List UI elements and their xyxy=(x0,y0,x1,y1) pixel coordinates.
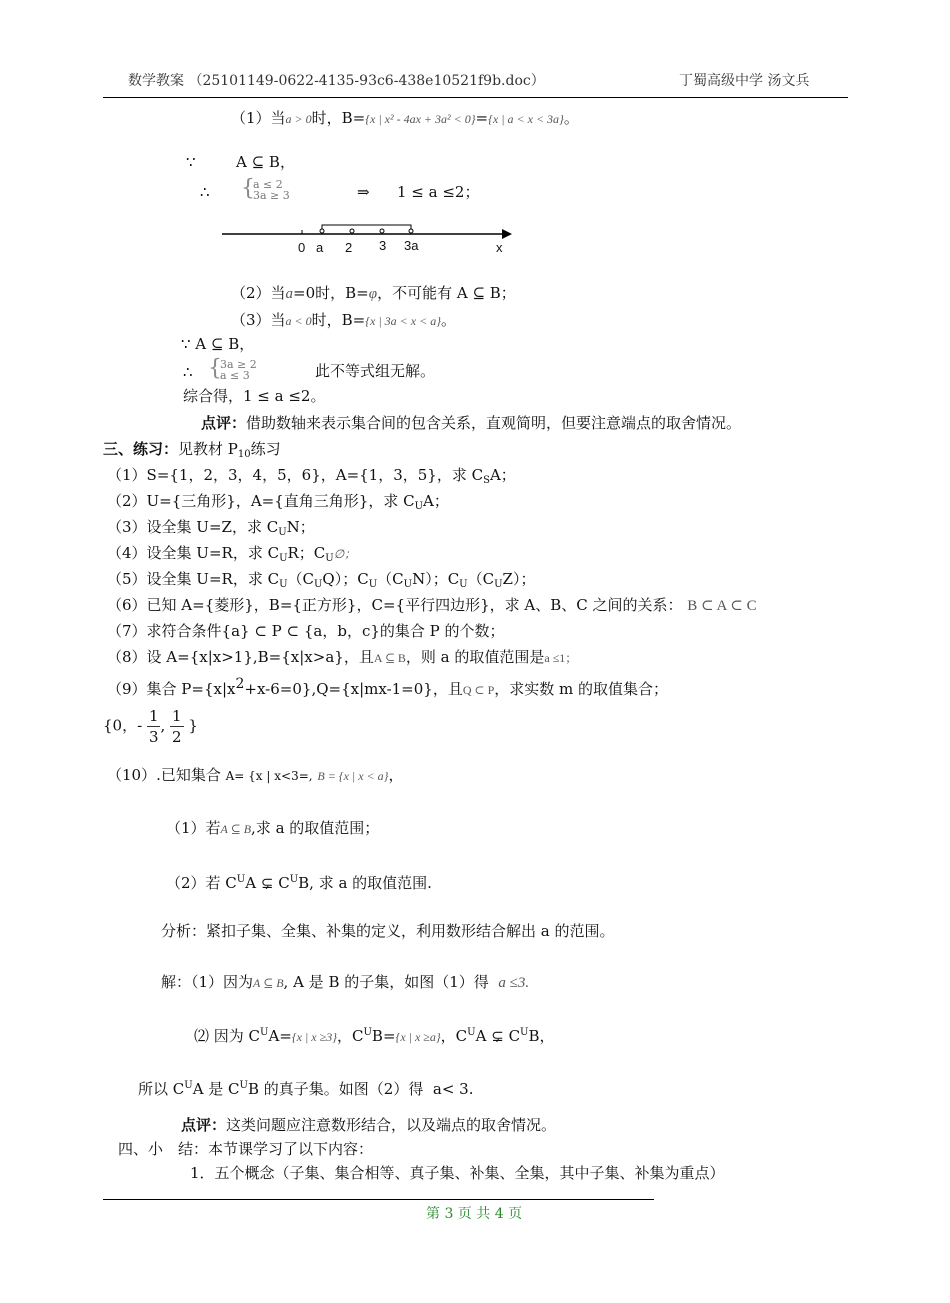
number-line-arrow xyxy=(502,229,512,239)
case1-line: （1）当a > 0时，B={x | x² - 4ax + 3a² < 0}={x | a < x < 3a}。 xyxy=(231,109,579,127)
exercise-item-2: （2）U={三角形}，A={直角三角形}，求 $C_UA$； xyxy=(107,492,449,512)
because-mark-1: ∵ xyxy=(186,153,196,171)
q10-part1: （1）若A ⊆ B,求 a 的取值范围； xyxy=(166,819,380,837)
exercise-item-5: （5）设全集 U=R，求 $C_U(C_UQ)$；$C_U(C_UN)$；$C_U(C_UZ)$； xyxy=(107,570,536,590)
q10-intro: （10）.已知集合 A= {x | x<3=, B = {x | x < a}， xyxy=(107,766,404,784)
footer-rule xyxy=(103,1199,654,1200)
nl-label-a: a xyxy=(316,240,324,255)
q10-part2: （2）若 $C^UA$ ⊊ $C^UB$, 求 a 的取值范围. xyxy=(166,874,432,892)
no-solution-text: 此不等式组无解。 xyxy=(315,362,436,380)
exercise-item-7: （7）求符合条件{a} ⊂ P ⊂ {a，b，c}的集合 P 的个数； xyxy=(107,622,505,640)
endpoint-3 xyxy=(380,229,384,233)
q10-conclusion: 所以 $C^UA$ 是 $C^UB$ 的真子集。如图（2）得 a< 3. xyxy=(138,1080,474,1098)
therefore-mark-2: ∴ xyxy=(183,363,193,381)
q10-analysis: 分析：紧扣子集、全集、补集的定义，利用数形结合解出 a 的范围。 xyxy=(161,922,615,940)
combined-result: 综合得，1 ≤ a ≤2。 xyxy=(183,387,326,405)
endpoint-3a xyxy=(409,229,413,233)
nl-label-x: x xyxy=(496,240,503,255)
exercise-item-3: （3）设全集 U=Z，求 $C_UN$； xyxy=(107,518,315,538)
header-title: 数学教案 （25101149-0622-4135-93c6-438e10521f9b.doc） xyxy=(128,73,545,89)
endpoint-2 xyxy=(350,229,354,233)
nl-label-0: 0 xyxy=(298,240,306,255)
nl-label-3a: 3a xyxy=(404,238,419,253)
result-1: 1 ≤ a ≤2； xyxy=(397,183,480,201)
comment-1: 点评：借助数轴来表示集合间的包含关系，直观简明，但要注意端点的取舍情况。 xyxy=(201,414,742,432)
exercise-title: 三、练习：见教材 $P_{10}$练习 xyxy=(103,440,281,460)
nl-label-3: 3 xyxy=(379,238,387,253)
exercise-item-1: （1）S={1，2，3，4，5，6}，A={1，3，5}，求 $C_SA$； xyxy=(107,466,516,486)
endpoint-a xyxy=(320,229,324,233)
comment-2: 点评：这类问题应注意数形结合，以及端点的取舍情况。 xyxy=(181,1116,557,1134)
case3-line: （3）当a < 0时，B={x | 3a < x < a}。 xyxy=(231,311,457,329)
number-line-interval xyxy=(322,225,411,234)
therefore-mark-1: ∴ xyxy=(200,183,210,201)
nl-label-2: 2 xyxy=(345,240,353,255)
exercise-item-4: （4）设全集 U=R，求 $C_UR$；$C_U\emptyset$； xyxy=(107,544,357,564)
exercise-item-8: （8）设 A={x|x>1},B={x|x>a}，且A ⊆ B，则 a 的取值范围是a ≤1； xyxy=(107,648,578,666)
case2-line: （2）当a=0时，B=φ，不可能有 A ⊆ B； xyxy=(231,284,516,302)
number-line xyxy=(218,218,518,260)
exercise-item-9: （9）集合 P={x|x2+x-6=0},Q={x|mx-1=0}，且Q ⊂ P，求实数 m 的取值集合； xyxy=(107,676,669,698)
page-number: 第 3 页 共 4 页 xyxy=(426,1206,523,1222)
summary-item-1: 1．五个概念（子集、集合相等、真子集、补集、全集，其中子集、补集为重点） xyxy=(190,1164,725,1182)
implies-arrow: ⇒ xyxy=(357,183,370,201)
header-rule xyxy=(103,97,848,98)
subset-condition-1: A ⊆ B， xyxy=(236,153,295,171)
q10-solution-2: ⑵ 因为 $C^UA=\{x$ | x ≥3}，$C^UB=\{x$ | x ≥a}，$C^UA$ ⊊ $C^UB$， xyxy=(194,1027,555,1045)
exercise-item-6: （6）已知 A={菱形}，B={正方形}，C={平行四边形}，求 A、B、C 之间的关系： B ⊂ A ⊂ C xyxy=(107,596,757,614)
exercise-item-9-answer: {0，- $\frac{1}{3}$ , $\frac{1}{2}$ } xyxy=(103,707,198,746)
subset-condition-2: ∵ A ⊆ B， xyxy=(181,335,255,353)
summary-title: 四、小 结：本节课学习了以下内容： xyxy=(118,1140,374,1158)
q10-solution-1: 解：（1）因为A ⊆ B, A 是 B 的子集，如图（1）得 a ≤3. xyxy=(161,973,530,991)
header-author: 丁蜀高级中学 汤文兵 xyxy=(679,73,810,89)
